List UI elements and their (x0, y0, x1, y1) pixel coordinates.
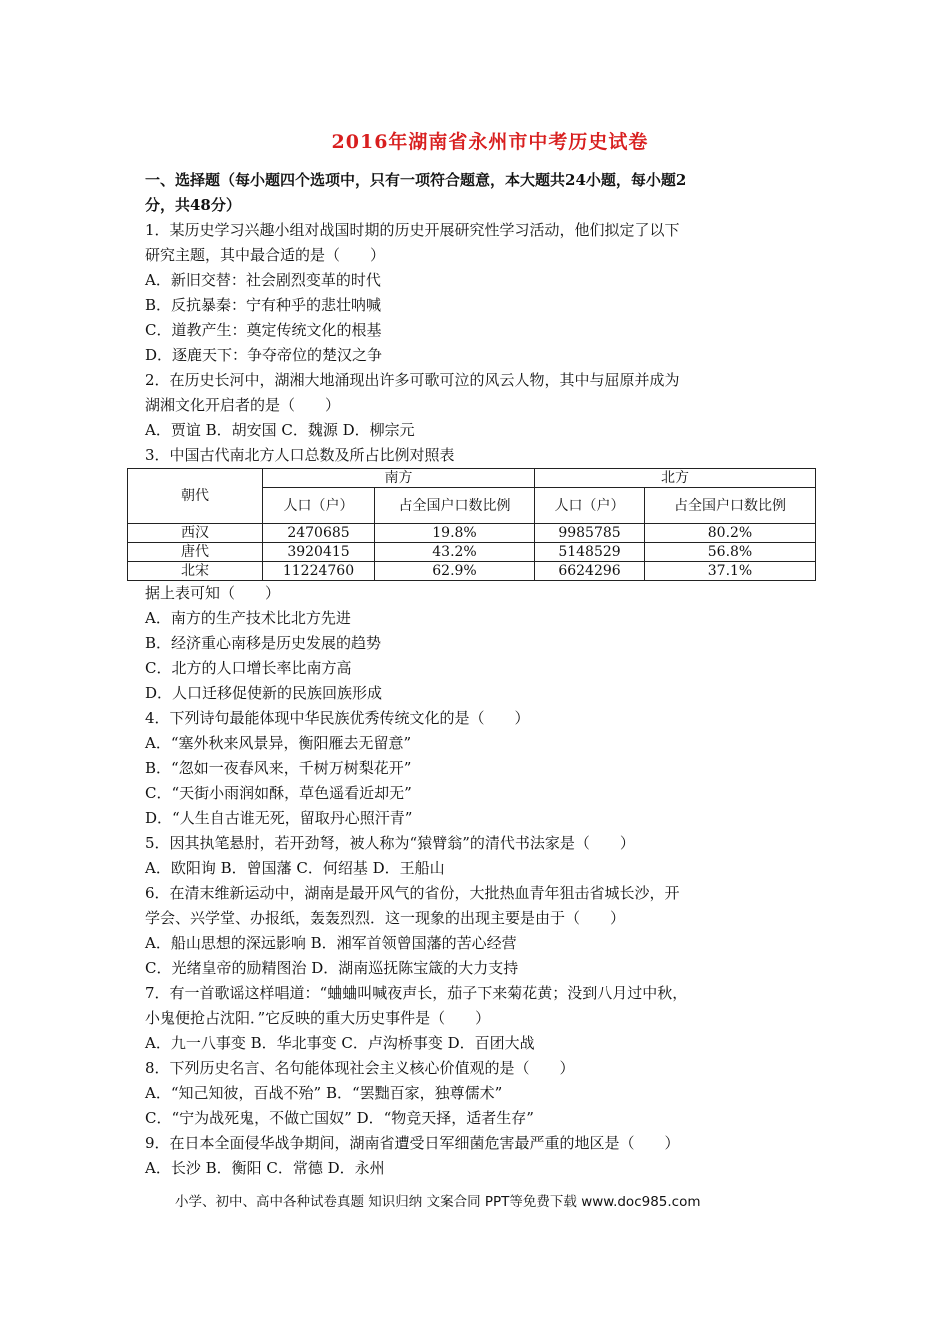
table-cell-south-pop: 11224760 (263, 562, 375, 581)
table-header-dynasty: 朝代 (128, 469, 263, 524)
q3-after-table: 据上表可知（ ） (145, 584, 281, 602)
q1-option-b: B．反抗暴秦：宁有种乎的悲壮呐喊 (145, 296, 382, 314)
q6-stem-line1: 6．在清末维新运动中，湖南是最开风气的省份，大批热血青年狙击省城长沙，开 (145, 884, 680, 902)
table-header-north: 北方 (535, 469, 816, 488)
q2-options: A．贾谊 B．胡安国 C．魏源 D．柳宗元 (145, 421, 415, 439)
q1-option-c: C．道教产生：奠定传统文化的根基 (145, 321, 382, 339)
table-cell-north-pop: 9985785 (535, 524, 645, 543)
section-heading-line1: 一、选择题（每小题四个选项中，只有一项符合题意，本大题共24小题，每小题2 (145, 171, 687, 189)
table-cell-north-ratio: 56.8% (645, 543, 816, 562)
table-cell-north-ratio: 80.2% (645, 524, 816, 543)
q6-options-line2: C．光绪皇帝的励精图治 D．湖南巡抚陈宝箴的大力支持 (145, 959, 519, 977)
q1-option-a: A．新旧交替：社会剧烈变革的时代 (145, 271, 381, 289)
table-cell-south-ratio: 19.8% (375, 524, 535, 543)
table-cell-south-pop: 3920415 (263, 543, 375, 562)
q3-option-b: B．经济重心南移是历史发展的趋势 (145, 634, 382, 652)
q9-stem: 9．在日本全面侵华战争期间，湖南省遭受日军细菌危害最严重的地区是（ ） (145, 1134, 680, 1152)
q3-option-a: A．南方的生产技术比北方先进 (145, 609, 351, 627)
table-cell-north-pop: 5148529 (535, 543, 645, 562)
q5-stem: 5．因其执笔悬肘，若开劲弩，被人称为“猿臂翁”的清代书法家是（ ） (145, 834, 635, 852)
table-row (128, 524, 816, 543)
table-cell-north-ratio: 37.1% (645, 562, 816, 581)
section-heading-line2: 分，共48分） (145, 196, 241, 214)
q7-stem-line1: 7．有一首歌谣这样唱道：“蛐蛐叫喊夜声长，茄子下来菊花黄；没到八月过中秋， (145, 984, 688, 1002)
q5-options: A．欧阳询 B．曾国藩 C．何绍基 D．王船山 (145, 859, 445, 877)
page-title: 2016年湖南省永州市中考历史试卷 (331, 131, 649, 153)
table-cell-dynasty: 唐代 (128, 543, 263, 562)
q4-option-c: C．“天街小雨润如酥，草色遥看近却无” (145, 784, 412, 802)
q7-stem-line2: 小鬼便抢占沈阳．”它反映的重大历史事件是（ ） (145, 1009, 491, 1027)
table-row (128, 562, 816, 581)
table-cell-dynasty: 北宋 (128, 562, 263, 581)
q2-stem-line2: 湖湘文化开启者的是（ ） (145, 396, 341, 414)
q8-options-line1: A．“知己知彼，百战不殆” B．“罢黜百家，独尊儒术” (145, 1084, 503, 1102)
table-cell-south-pop: 2470685 (263, 524, 375, 543)
q4-option-a: A．“塞外秋来风景异，衡阳雁去无留意” (145, 734, 412, 752)
q8-options-line2: C．“宁为战死鬼，不做亡国奴” D．“物竞天择，适者生存” (145, 1109, 534, 1127)
table-cell-dynasty: 西汉 (128, 524, 263, 543)
table-row (128, 543, 816, 562)
q3-option-d: D．人口迁移促使新的民族回族形成 (145, 684, 383, 702)
table-header-north-ratio: 占全国户口数比例 (645, 488, 816, 524)
q8-stem: 8．下列历史名言、名句能体现社会主义核心价值观的是（ ） (145, 1059, 575, 1077)
q1-stem-line2: 研究主题，其中最合适的是（ ） (145, 246, 386, 264)
table-header-south-ratio: 占全国户口数比例 (375, 488, 535, 524)
exam-content (145, 124, 835, 1181)
q4-option-d: D．“人生自古谁无死，留取丹心照汗青” (145, 809, 413, 827)
q6-options-line1: A．船山思想的深远影响 B．湘军首领曾国藩的苦心经营 (145, 934, 517, 952)
q9-options: A．长沙 B．衡阳 C．常德 D．永州 (145, 1159, 385, 1177)
q3-option-c: C．北方的人口增长率比南方高 (145, 659, 352, 677)
footer-text: 小学、初中、高中各种试卷真题 知识归纳 文案合同 PPT等免费下载 www.doc985.com (175, 1194, 701, 1210)
q7-options: A．九一八事变 B．华北事变 C．卢沟桥事变 D．百团大战 (145, 1034, 535, 1052)
population-table (127, 468, 816, 581)
q1-option-d: D．逐鹿天下：争夺帝位的楚汉之争 (145, 346, 383, 364)
q2-stem-line1: 2．在历史长河中，湖湘大地涌现出许多可歌可泣的风云人物，其中与屈原并成为 (145, 371, 680, 389)
q3-stem: 3．中国古代南北方人口总数及所占比例对照表 (145, 446, 455, 464)
table-header-south-pop: 人口（户） (263, 488, 375, 524)
q6-stem-line2: 学会、兴学堂、办报纸，轰轰烈烈．这一现象的出现主要是由于（ ） (145, 909, 626, 927)
table-header-north-pop: 人口（户） (535, 488, 645, 524)
table-cell-south-ratio: 62.9% (375, 562, 535, 581)
table-cell-north-pop: 6624296 (535, 562, 645, 581)
q1-stem-line1: 1．某历史学习兴趣小组对战国时期的历史开展研究性学习活动，他们拟定了以下 (145, 221, 680, 239)
table-cell-south-ratio: 43.2% (375, 543, 535, 562)
q4-option-b: B．“忽如一夜春风来，千树万树梨花开” (145, 759, 412, 777)
q4-stem: 4．下列诗句最能体现中华民族优秀传统文化的是（ ） (145, 709, 530, 727)
table-header-south: 南方 (263, 469, 535, 488)
